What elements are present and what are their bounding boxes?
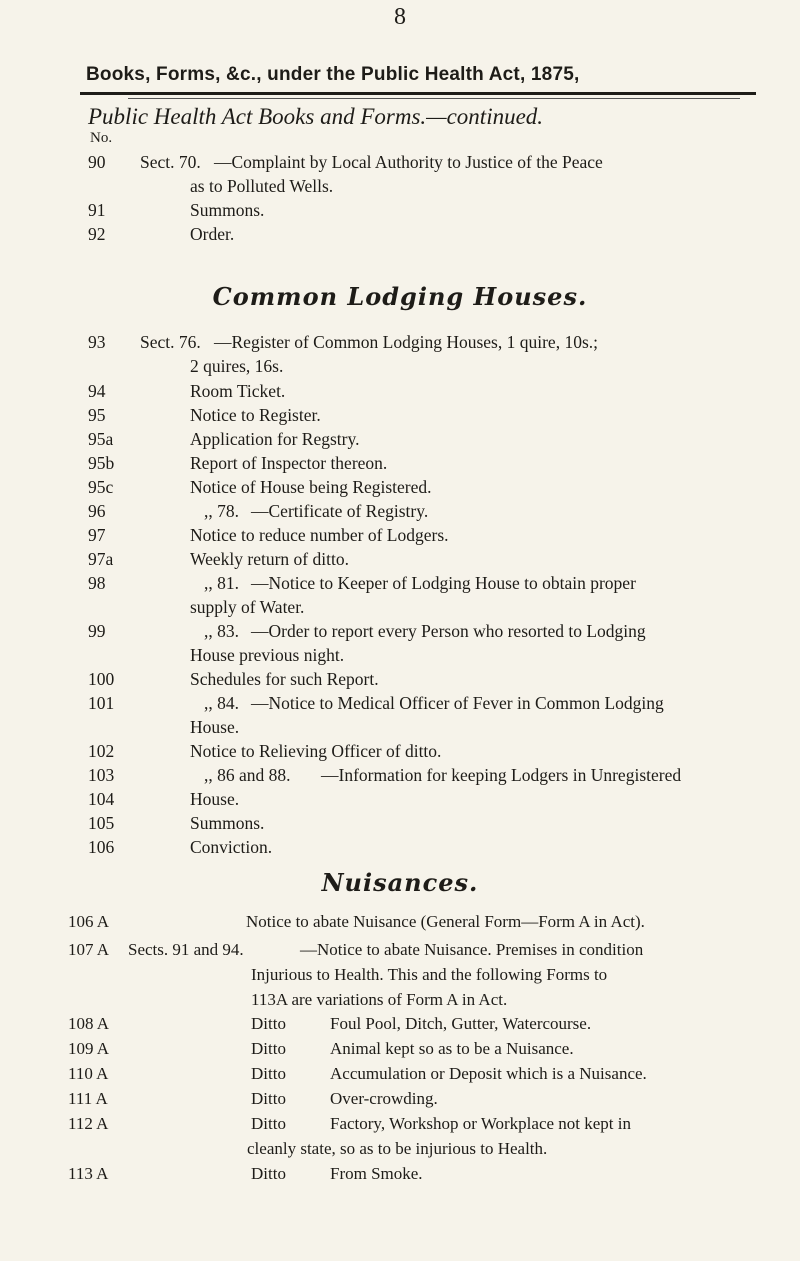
item-number: 110 A (68, 1064, 109, 1083)
item-number: 102 (88, 741, 115, 761)
item-text: Notice to abate Nuisance (General Form—Form A in Act). (246, 912, 645, 931)
item-section: ,, 84. (204, 693, 239, 713)
list-item (68, 1036, 768, 1061)
list-item (88, 763, 768, 787)
item-text-continued: cleanly state, so as to be injurious to Health. (247, 1139, 548, 1158)
item-text-continued: 113A are variations of Form A in Act. (251, 990, 508, 1009)
item-text: —Order to report every Person who resorted to Lodging (251, 621, 646, 641)
item-section: ,, 83. (204, 621, 239, 641)
header-rule-thin (128, 98, 740, 99)
item-text-continued: as to Polluted Wells. (190, 176, 334, 196)
item-text: —Notice to Keeper of Lodging House to obtain proper (251, 573, 636, 593)
item-number: 106 A (68, 912, 110, 931)
item-number: 111 A (68, 1089, 108, 1108)
item-text: Report of Inspector thereon. (190, 453, 388, 473)
list-item (88, 330, 768, 378)
item-number: 97a (88, 549, 114, 569)
item-number: 103 (88, 765, 115, 785)
list-item (68, 1161, 768, 1186)
item-section: Sect. 70. (140, 152, 201, 172)
item-text: —Notice to Medical Officer of Fever in Common Lodging (251, 693, 664, 713)
item-ditto: Ditto (251, 1064, 286, 1083)
list-item (88, 523, 768, 547)
item-text: Summons. (190, 813, 265, 833)
number-column-label: No. (90, 130, 113, 146)
item-text: Factory, Workshop or Workplace not kept in (330, 1114, 632, 1133)
item-text-continued: House previous night. (190, 645, 345, 665)
list-item (88, 835, 768, 859)
item-ditto: Ditto (251, 1014, 286, 1033)
list-item (88, 499, 768, 523)
list-item (88, 475, 768, 499)
item-section: Sect. 76. (140, 332, 201, 352)
item-number: 92 (88, 224, 106, 244)
item-text: —Notice to abate Nuisance. Premises in condition (300, 940, 644, 959)
item-number: 113 A (68, 1164, 109, 1183)
page-subtitle: Public Health Act Books and Forms.—continued. (88, 104, 544, 129)
item-text: Notice to reduce number of Lodgers. (190, 525, 449, 545)
item-number: 100 (88, 669, 115, 689)
item-section: Sects. 91 and 94. (128, 940, 244, 959)
list-item (68, 937, 768, 1012)
item-number: 108 A (68, 1014, 110, 1033)
item-text: House. (190, 789, 240, 809)
item-text: —Information for keeping Lodgers in Unregistered (321, 765, 682, 785)
item-number: 106 (88, 837, 115, 857)
item-text: Room Ticket. (190, 381, 286, 401)
item-section: ,, 81. (204, 573, 239, 593)
item-text: Schedules for such Report. (190, 669, 379, 689)
item-number: 105 (88, 813, 115, 833)
item-text: Weekly return of ditto. (190, 549, 349, 569)
item-number: 95a (88, 429, 114, 449)
item-number: 95 (88, 405, 106, 425)
running-head: Books, Forms, &c., under the Public Health Act, 1875, (86, 64, 580, 85)
list-item (88, 739, 768, 763)
item-number: 96 (88, 501, 106, 521)
item-text-continued: 2 quires, 16s. (190, 356, 284, 376)
item-number: 101 (88, 693, 115, 713)
item-text: —Complaint by Local Authority to Justice of the Peace (214, 152, 603, 172)
item-ditto: Ditto (251, 1089, 286, 1108)
section-heading-lodging-houses: Common Lodging Houses. (212, 282, 588, 311)
item-number: 94 (88, 381, 106, 401)
section-heading-nuisances: Nuisances. (321, 868, 479, 897)
list-item (88, 571, 768, 619)
list-item (88, 379, 768, 403)
item-text: Animal kept so as to be a Nuisance. (330, 1039, 574, 1058)
list-item (88, 691, 768, 739)
item-text: —Certificate of Registry. (251, 501, 429, 521)
item-number: 99 (88, 621, 106, 641)
list-item (88, 222, 768, 246)
item-text: Foul Pool, Ditch, Gutter, Watercourse. (330, 1014, 592, 1033)
item-text: From Smoke. (330, 1164, 423, 1183)
item-text-continued: Injurious to Health. This and the following Forms to (251, 965, 608, 984)
page-number: 8 (394, 4, 406, 30)
item-text: Notice to Register. (190, 405, 321, 425)
item-text: Notice to Relieving Officer of ditto. (190, 741, 442, 761)
list-item (88, 811, 768, 835)
list-item (68, 1061, 768, 1086)
list-item (88, 547, 768, 571)
list-item (88, 451, 768, 475)
item-text: Over-crowding. (330, 1089, 438, 1108)
item-number: 97 (88, 525, 106, 545)
item-ditto: Ditto (251, 1164, 286, 1183)
list-item (88, 667, 768, 691)
list-item (68, 1111, 768, 1161)
list-item (88, 619, 768, 667)
item-section: ,, 86 and 88. (204, 765, 291, 785)
item-ditto: Ditto (251, 1114, 286, 1133)
list-item (88, 427, 768, 451)
item-text: Conviction. (190, 837, 273, 857)
item-number: 95c (88, 477, 114, 497)
item-number: 107 A (68, 940, 110, 959)
list-item (68, 1086, 768, 1111)
item-text: Application for Regstry. (190, 429, 360, 449)
item-number: 90 (88, 152, 106, 172)
list-item (88, 150, 768, 198)
item-number: 95b (88, 453, 115, 473)
item-text-continued: House. (190, 717, 240, 737)
item-number: 109 A (68, 1039, 110, 1058)
item-number: 91 (88, 200, 106, 220)
item-number: 104 (88, 789, 115, 809)
item-number: 93 (88, 332, 106, 352)
list-item (68, 1011, 768, 1036)
list-item (88, 198, 768, 222)
item-ditto: Ditto (251, 1039, 286, 1058)
item-text: Notice of House being Registered. (190, 477, 432, 497)
list-item (88, 403, 768, 427)
item-text: Summons. (190, 200, 265, 220)
list-item (88, 787, 768, 811)
header-rule (80, 92, 756, 95)
item-number: 112 A (68, 1114, 109, 1133)
item-text: —Register of Common Lodging Houses, 1 quire, 10s.; (214, 332, 599, 352)
item-text: Accumulation or Deposit which is a Nuisance. (330, 1064, 647, 1083)
item-number: 98 (88, 573, 106, 593)
item-section: ,, 78. (204, 501, 239, 521)
list-item (68, 909, 768, 934)
item-text-continued: supply of Water. (190, 597, 305, 617)
item-text: Order. (190, 224, 235, 244)
